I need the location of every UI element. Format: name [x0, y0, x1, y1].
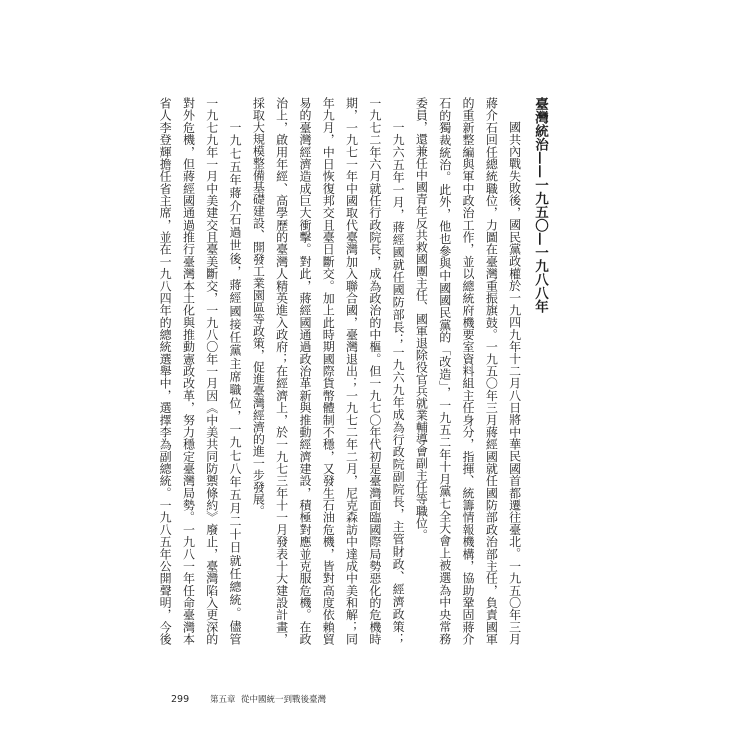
vertical-text-block [153, 97, 551, 645]
text-column: 年九月，中日恢復邦交且臺日斷交。加上此時期國際貨幣體制不穩，又發生石油危機，皆對高度依賴貿 [321, 97, 336, 645]
text-column: 一九七九年一月中美建交且臺美斷交，一九八〇年一月因《中美共同防禦條約》廢止，臺灣陷入更深的 [204, 97, 219, 645]
text-column: 採取大規模整備基礎建設、開發工業園區等政策，促進臺灣經濟的進一步發展。 [251, 97, 266, 517]
text-column: 治上，啟用年經、高學歷的臺灣人精英進入政府；在經濟上，於一九七三年十一月發表十大建設計畫， [274, 97, 289, 645]
text-column: 蔣介石回任總統職位，力圖在臺灣重振旗鼓。一九五〇年三月蔣經國就任國防部政治部主任，負責國軍 [484, 97, 499, 645]
text-column: 省人李登輝擔任省主席，並在一九八四年的總統選舉中，選擇李為副總統。一九八五年公開聲明，今後 [158, 97, 173, 645]
text-column: 石的獨裁統治。此外，他也參與中國國民黨的「改造」，一九五二年十月黨七全大會上被選為中央常務 [437, 97, 452, 645]
page-number: 299 [171, 694, 190, 705]
running-footer-chapter-number: 第五章 [210, 695, 236, 705]
text-column: 一九六五年一月，蔣經國就任國防部長；一九六九年成為行政院副院長，主管財政、經濟政策； [391, 121, 406, 645]
text-column: 委員，還兼任中國青年反共救國團主任、國軍退除役官兵就業輔導會副主任等職位。 [414, 97, 429, 541]
text-column: 的重新整編與軍中政治工作，並以總統府機要室資料組主任身分，指揮、統籌情報機構，協助鞏固蔣介 [461, 97, 476, 645]
paragraph [153, 97, 246, 645]
paragraph [409, 97, 525, 645]
paragraph [246, 97, 409, 645]
text-column: 對外危機，但蔣經國通過推行臺灣本土化與推動憲政改革，努力穩定臺灣局勢。一九八一年任命臺灣本 [181, 97, 196, 645]
text-column: 易的臺灣經濟造成巨大衝擊。對此，蔣經國通過政治革新與推動經濟建設，積極對應並克服危機。在政 [297, 97, 312, 645]
text-column: 一九七五年蔣介石過世後，蔣經國接任黨主席職位，一九七八年五月二十日就任總統。儘管 [228, 121, 243, 645]
section-heading: 臺灣統治——一九五〇—一九八八年 [532, 97, 548, 313]
running-footer-chapter-title: 從中國統一到戰後臺灣 [241, 695, 327, 705]
text-column: 期，一九七一年中國取代臺灣加入聯合國，臺灣退出；一九七二年二月，尼克森訪中達成中美和解；同 [344, 97, 359, 645]
text-column: 一九七二年六月就任行政院長，成為政治的中樞。但一九七〇年代初是臺灣面臨國際局勢惡化的危機時 [367, 97, 382, 645]
text-column: 國共內戰失敗後，國民黨政權於一九四九年十二月八日將中華民國首都遷往臺北。一九五〇年三月 [507, 121, 522, 645]
